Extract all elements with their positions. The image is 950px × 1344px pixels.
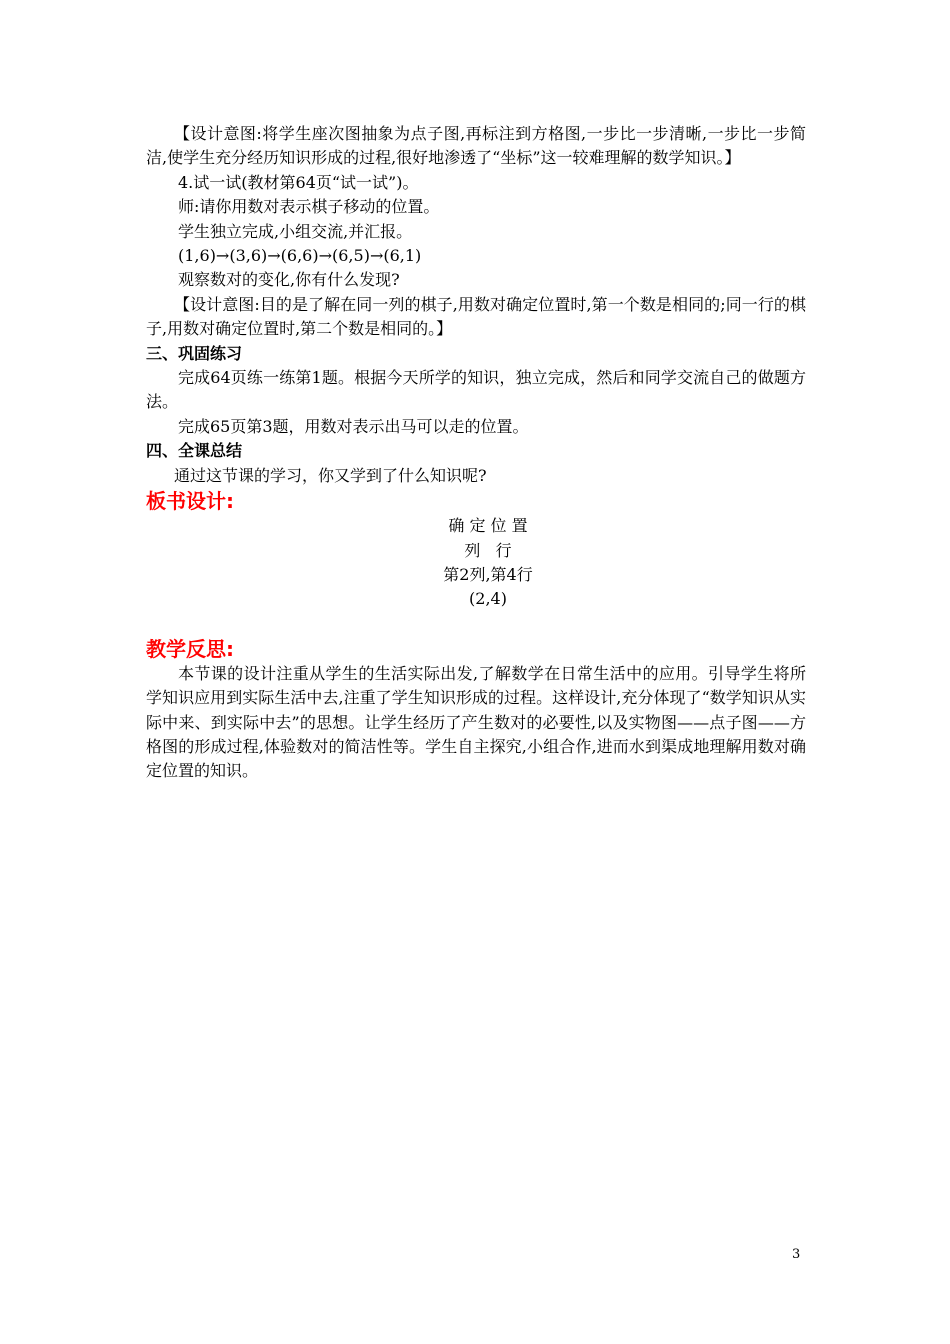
board-design-content [146, 514, 806, 612]
student-activity: 学生独立完成,小组交流,并汇报。 [178, 221, 413, 241]
spacer [146, 612, 806, 636]
try-it-title: 4.试一试(教材第64页“试一试”)。 [178, 172, 419, 192]
document-body [146, 122, 806, 784]
section-3-paragraph-1: 完成64页练一练第1题。根据今天所学的知识，独立完成，然后和同学交流自己的做题方法。 [146, 368, 806, 412]
reflection-body: 本节课的设计注重从学生的生活实际出发,了解数学在日常生活中的应用。引导学生将所学知识应用到实际生活中去,注重了学生知识形成的过程。这样设计,充分体现了“数学知识从实际中来、到实际中去”的思想。让学生经历了产生数对的必要性,以及实物图——点子图——方格图的形成过程,体验数对的简洁性等。学生自主探究,小组合作,进而水到渠成地理解用数对确定位置的知识。 [146, 663, 806, 781]
section-3-heading: 三、巩固练习 [146, 343, 243, 363]
board-line-pair: (2,4) [469, 589, 507, 609]
design-intent-paragraph-1: 【设计意图:将学生座次图抽象为点子图,再标注到方格图,一步比一步清晰,一步比一步简洁,使学生充分经历知识形成的过程,很好地渗透了“坐标”这一较难理解的数学知识。】 [146, 124, 806, 168]
page-number: 3 [792, 1247, 801, 1262]
section-4-paragraph: 通过这节课的学习，你又学到了什么知识呢? [174, 465, 487, 485]
move-sequence: (1,6)→(3,6)→(6,6)→(6,5)→(6,1) [178, 246, 422, 266]
observe-question: 观察数对的变化,你有什么发现? [178, 270, 400, 290]
board-line-example: 第2列,第4行 [443, 564, 533, 584]
design-intent-paragraph-2: 【设计意图:目的是了解在同一列的棋子,用数对确定位置时,第一个数是相同的;同一行的棋子,用数对确定位置时,第二个数是相同的。】 [146, 294, 806, 339]
board-line-title: 确 定 位 置 [448, 516, 528, 536]
board-design-title: 板书设计: [146, 489, 234, 514]
teacher-prompt: 师:请你用数对表示棋子移动的位置。 [178, 197, 440, 217]
reflection-title: 教学反思: [146, 636, 234, 661]
section-4-heading: 四、全课总结 [146, 441, 243, 461]
board-line-column-row: 列 行 [464, 540, 512, 560]
section-3-paragraph-2: 完成65页第3题，用数对表示出马可以走的位置。 [178, 416, 529, 436]
